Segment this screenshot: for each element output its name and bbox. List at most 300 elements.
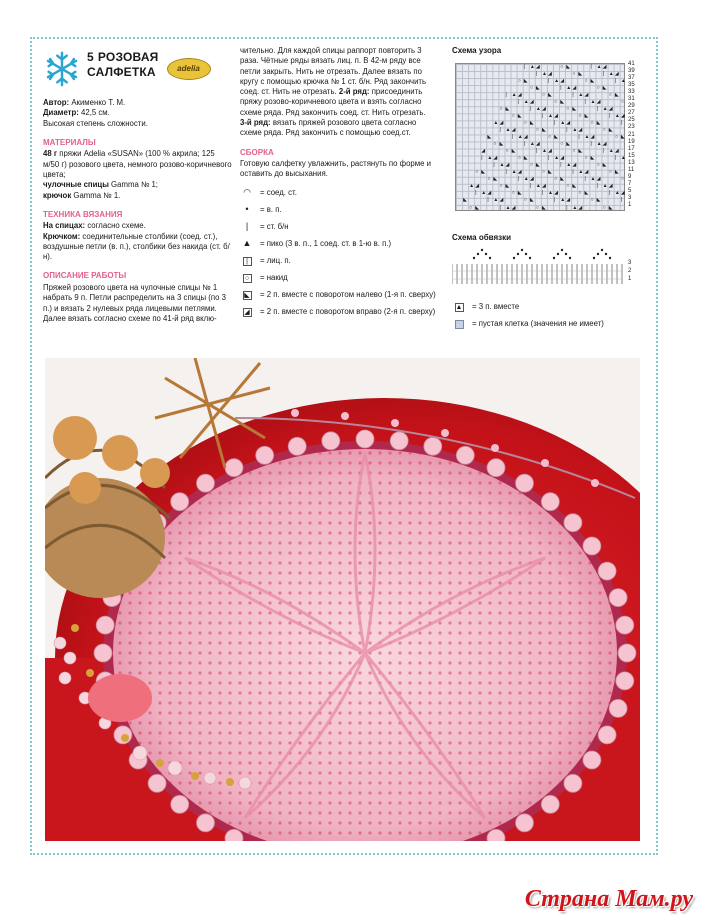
chart-symbol: ◣ <box>511 148 516 155</box>
materials-needles-text: Gamma № 1; <box>111 180 158 190</box>
chart-symbol: ◣ <box>554 134 558 140</box>
legend-left <box>240 188 440 318</box>
chart-symbol: ▲ <box>505 126 511 133</box>
edge-chart-title: Схема обвязки <box>452 233 512 242</box>
chart-symbol: ○ <box>541 91 545 98</box>
doily-picot <box>583 751 601 769</box>
chart-symbol: ▲ <box>590 176 596 183</box>
chart-symbol: | <box>523 141 526 148</box>
chart-symbol: | <box>584 176 586 183</box>
chart-symbol: ○ <box>517 77 521 84</box>
chart-symbol: ◣ <box>529 119 534 126</box>
pattern-row-number: 37 <box>628 75 635 82</box>
chart-symbol: ○ <box>572 148 576 155</box>
chart-symbol: ▲ <box>566 162 572 169</box>
row3-label: 3-й ряд: <box>240 117 271 127</box>
chart-symbol: ▲ <box>523 98 529 105</box>
chart-symbol: | <box>554 197 556 204</box>
chart-symbol: ○ <box>602 126 606 133</box>
doily-picot <box>564 514 582 532</box>
pattern-grid <box>455 63 625 211</box>
pattern-row-number: 41 <box>628 61 635 67</box>
doily-picot <box>564 774 582 792</box>
chart-symbol: ▲ <box>614 190 620 197</box>
row3-paragraph <box>240 118 440 139</box>
chart-symbol: ◣ <box>608 126 613 133</box>
chart-symbol: ◣ <box>517 112 522 119</box>
chart-symbol: | <box>590 141 592 148</box>
pattern-row-number: 9 <box>628 173 632 180</box>
assembly-text: Готовую салфетку увлажнить, растянуть по форме и оставить до высыхания. <box>240 159 431 179</box>
chart-symbol: ▲ <box>572 204 578 211</box>
legend-text: = соед. ст. <box>260 187 297 197</box>
legend-item <box>240 307 440 318</box>
chart-symbol: ◢ <box>523 134 528 140</box>
chart-symbol: ◢ <box>548 148 552 155</box>
chart-symbol: ◢ <box>608 183 613 190</box>
pattern-row-number: 3 <box>628 194 632 201</box>
chart-symbol: ○ <box>475 169 479 176</box>
chart-symbol: | <box>535 70 538 77</box>
technique-heading: ТЕХНИКА ВЯЗАНИЯ <box>43 209 123 219</box>
watermark-suffix: .ру <box>664 886 693 912</box>
chart-symbol: ○ <box>511 190 515 197</box>
doily-picot <box>541 493 559 511</box>
chart-symbol: ○ <box>584 155 588 162</box>
legend-item <box>240 290 440 301</box>
doily-picot <box>197 814 215 832</box>
doily-picot <box>609 589 627 607</box>
pattern-row-number: 31 <box>628 96 635 103</box>
chart-symbol: ◢ <box>578 126 583 133</box>
doily-picot <box>598 726 616 744</box>
chart-symbol: ◣ <box>535 84 540 91</box>
picot-group <box>553 249 571 259</box>
edge-row-number: 1 <box>628 276 632 282</box>
chart-symbol: ○ <box>529 162 533 169</box>
chart-symbol: ◣ <box>505 105 510 112</box>
chart-symbol: ◢ <box>493 155 498 162</box>
column-middle <box>240 46 440 324</box>
chart-symbol: ▲ <box>493 119 499 126</box>
chart-symbol: ○ <box>560 63 564 70</box>
chart-symbol: ◢ <box>602 141 607 148</box>
chart-symbol: ◣ <box>541 204 546 211</box>
doily-picot <box>487 459 505 477</box>
legend-item <box>240 273 440 284</box>
chart-symbol: | <box>548 155 550 162</box>
chart-symbol: ◢ <box>602 63 607 70</box>
chart-symbol: ◣ <box>596 197 601 204</box>
chart-symbol: ◣ <box>529 197 534 204</box>
chart-symbol: ○ <box>566 183 570 190</box>
chart-symbol: ◢ <box>584 91 589 98</box>
legend-item <box>452 319 648 330</box>
chart-symbol: ◢ <box>614 70 619 77</box>
chart-symbol: ▲ <box>535 105 541 112</box>
column-left <box>43 50 233 324</box>
diameter-line <box>43 108 233 118</box>
chart-symbol: ◣ <box>572 183 577 190</box>
chart-symbol: ◢ <box>529 176 534 183</box>
chart-symbol: ▲ <box>620 155 626 162</box>
chart-symbol: ▲ <box>481 190 487 197</box>
chart-symbol: ◣ <box>517 190 522 197</box>
chart-symbol: ▲ <box>602 183 608 190</box>
chart-symbol: ○ <box>620 98 624 105</box>
chart-symbol: ◣ <box>566 63 571 70</box>
chart-symbol: | <box>517 176 519 183</box>
chart-symbol: ◢ <box>620 112 625 119</box>
chart-symbol: | <box>481 155 483 162</box>
chart-symbol: | <box>487 197 489 204</box>
author-value: Акименко Т. М. <box>71 98 126 107</box>
meta-block <box>43 98 233 129</box>
chart-symbol: ◢ <box>572 84 577 91</box>
chart-symbol: ○ <box>505 148 509 155</box>
materials-yarn-amount: 48 г <box>43 149 58 159</box>
chart-symbol: ▲ <box>596 141 602 148</box>
doily-picot <box>197 474 215 492</box>
chart-symbol: ○ <box>560 141 564 148</box>
materials-hook <box>43 191 233 201</box>
picot-group <box>473 249 491 259</box>
materials-hook-text: Gamma № 1. <box>73 190 121 200</box>
picot-symbol-icon: ▲ <box>242 238 252 249</box>
chart-symbol: ◣ <box>548 91 552 98</box>
right-decrease-symbol-icon: ◢ <box>244 308 250 316</box>
doily-picot <box>171 493 189 511</box>
chart-symbol: ◣ <box>499 141 504 148</box>
doily-picot <box>616 672 634 690</box>
chart-symbol: | <box>541 190 544 197</box>
legend-item <box>240 188 440 199</box>
legend-text: = ст. б/н <box>260 221 289 231</box>
chart-symbol: ○ <box>596 162 600 169</box>
chart-symbol: ◣ <box>481 169 486 176</box>
chart-symbol: ◢ <box>584 169 589 176</box>
chart-symbol: ◢ <box>554 190 558 197</box>
technique-hook-label: Крючком: <box>43 231 81 241</box>
chart-symbol: ◢ <box>499 197 504 204</box>
edge-chart-drawing <box>452 246 648 286</box>
chart-symbol: | <box>529 183 532 190</box>
legend-right <box>452 302 648 330</box>
pattern-row-number: 33 <box>628 89 635 96</box>
difficulty-line: Высокая степень сложности. <box>43 118 148 128</box>
three-together-symbol-icon: ▲ <box>455 304 463 311</box>
chart-symbol: ○ <box>584 77 588 84</box>
chart-symbol: ○ <box>493 141 497 148</box>
chart-symbol: ▲ <box>608 148 614 155</box>
legend-text: = 2 п. вместе с поворотом налево (1-я п. сверху) <box>260 289 436 299</box>
chart-symbol: ○ <box>535 126 539 133</box>
technique-needles <box>43 221 233 231</box>
chart-symbol: ◣ <box>578 148 583 155</box>
chart-symbol: ▲ <box>578 91 584 98</box>
doily-picot <box>618 644 636 662</box>
chart-symbol: | <box>620 119 623 126</box>
author-line <box>43 98 233 108</box>
chart-symbol: ▲ <box>590 98 596 105</box>
chart-symbol: ◣ <box>523 155 528 162</box>
pattern-chart <box>452 59 648 213</box>
chart-symbol: ◣ <box>614 169 619 176</box>
chart-symbol: ▲ <box>523 176 529 183</box>
chart-symbol: ◢ <box>535 63 540 70</box>
chart-symbol: ○ <box>529 84 533 91</box>
legend-text: = накид <box>260 272 288 282</box>
chart-symbol: ▲ <box>541 148 547 155</box>
chart-symbol: ○ <box>517 155 521 162</box>
doily-picot <box>516 474 534 492</box>
chart-symbol: ○ <box>608 91 612 98</box>
chart-symbol: | <box>572 169 574 176</box>
chart-symbol: ◣ <box>560 176 565 183</box>
chart-symbol: | <box>499 126 501 133</box>
chart-symbol: ◣ <box>596 119 601 126</box>
chart-symbol: ◣ <box>541 126 546 133</box>
picot-group <box>513 249 531 259</box>
legend-item <box>240 222 440 233</box>
title-row <box>43 50 233 98</box>
pattern-row-number: 29 <box>628 103 635 110</box>
chart-symbol: ◣ <box>493 176 498 183</box>
chart-symbol: | <box>584 98 586 105</box>
chart-symbol: ◣ <box>584 190 589 197</box>
chart-symbol: ▲ <box>505 204 511 211</box>
legend-text: = пустая клетка (значения не имеет) <box>472 319 604 328</box>
edge-row-number: 2 <box>628 268 632 274</box>
empty-cell-symbol-icon <box>455 320 464 329</box>
chart-symbol: ◣ <box>566 141 571 148</box>
chart-symbol: ◢ <box>590 134 595 140</box>
chart-symbol: ▲ <box>554 77 560 84</box>
chart-symbol: ◢ <box>578 204 583 211</box>
chart-symbol: ◢ <box>548 70 552 77</box>
materials-yarn <box>43 149 233 180</box>
chart-symbol: ◣ <box>602 84 607 91</box>
pattern-row-number: 5 <box>628 187 632 194</box>
pattern-row-number: 27 <box>628 110 635 117</box>
doily-picot <box>609 699 627 717</box>
chart-symbol: ◢ <box>517 169 522 176</box>
chart-symbol: ▲ <box>572 126 578 133</box>
chart-symbol: | <box>620 197 623 204</box>
chart-symbol: ▲ <box>614 112 620 119</box>
materials-yarn-text: пряжи Adelia «SUSAN» (100 % акрила; 125 м/50 г) розового цвета, немного розово-коричневого цвета; <box>43 149 232 179</box>
chart-symbol: ○ <box>620 176 624 183</box>
chart-symbol: | <box>475 190 477 197</box>
chart-symbol: ○ <box>608 169 612 176</box>
chart-symbol: | <box>566 126 568 133</box>
doily-picot <box>424 437 442 455</box>
legend-item <box>240 256 440 267</box>
pattern-row-number: 39 <box>628 68 635 75</box>
left-decrease-symbol-icon: ◣ <box>244 291 250 299</box>
slip-stitch-symbol-icon: ◠ <box>243 187 251 198</box>
chart-symbol: ▲ <box>596 63 602 70</box>
chart-symbol: ○ <box>554 176 558 183</box>
chart-symbol: ◣ <box>620 134 625 140</box>
chart-symbol: ◣ <box>602 162 607 169</box>
chart-symbol: ◢ <box>475 183 480 190</box>
chart-symbol: ◣ <box>487 134 492 140</box>
chart-symbol: | <box>505 91 507 98</box>
watermark-text: Страна Мам <box>524 886 665 912</box>
chart-symbol: ○ <box>578 112 582 119</box>
chart-symbol: ◣ <box>548 169 552 176</box>
author-label: Автор: <box>43 98 70 107</box>
chart-symbol: ◣ <box>614 91 619 98</box>
edge-row-number: 3 <box>628 260 632 266</box>
pattern-row-number: 25 <box>628 117 635 124</box>
chart-symbol: | <box>499 204 501 211</box>
chart-symbol: ▲ <box>584 134 590 140</box>
chart-symbol: ◢ <box>596 98 601 105</box>
chart-symbol: ◣ <box>584 112 589 119</box>
doily-picot <box>583 537 601 555</box>
technique-needles-text: согласно схеме. <box>87 221 146 231</box>
chart-symbol: ▲ <box>529 63 535 70</box>
chart-symbol: | <box>529 105 532 112</box>
doily-picot <box>356 430 374 448</box>
chart-symbol: | <box>614 155 617 162</box>
chart-symbol: ◢ <box>566 119 571 126</box>
chart-symbol: ◢ <box>566 197 571 204</box>
chart-symbol: ▲ <box>560 119 566 126</box>
chart-symbol: ◢ <box>529 98 534 105</box>
doily-photo-image <box>45 358 640 841</box>
materials-needles-label: чулочные спицы <box>43 180 109 190</box>
chart-symbol: | <box>590 63 592 70</box>
technique-hook <box>43 232 233 263</box>
chart-symbol: ○ <box>566 105 570 112</box>
row3-text: вязать пряжей розового цвета согласно схеме ряда. Ряд закончить с помощью соед.ст. <box>240 117 417 138</box>
chart-symbol: ▲ <box>548 112 553 119</box>
chain-stitch-symbol-icon: • <box>245 204 249 215</box>
chart-symbol: ◢ <box>596 176 601 183</box>
chart-symbol: | <box>517 98 519 105</box>
chart-symbol: ○ <box>596 84 600 91</box>
pattern-row-number: 19 <box>628 138 635 145</box>
chart-symbol: ◢ <box>481 148 486 155</box>
work-text-part2 <box>240 46 440 118</box>
chart-symbol: ▲ <box>517 134 523 140</box>
yarn-over-symbol-icon: ○ <box>243 274 252 283</box>
pattern-row-number: 23 <box>628 124 635 131</box>
chart-symbol: ○ <box>590 119 594 126</box>
single-crochet-symbol-icon: | <box>245 221 249 232</box>
chart-symbol: | <box>572 91 574 98</box>
row2-label: 2-й ряд: <box>338 87 370 97</box>
materials-hook-label: крючок <box>43 190 72 200</box>
pattern-row-number: 35 <box>628 82 635 89</box>
chart-symbol: | <box>602 148 604 155</box>
chart-symbol: | <box>560 162 562 169</box>
edge-chart <box>452 246 632 286</box>
chart-symbol: | <box>608 190 611 197</box>
chart-symbol: ▲ <box>499 162 505 169</box>
chart-symbol: ◢ <box>560 77 565 84</box>
chart-symbol: | <box>505 169 507 176</box>
chart-symbol: ○ <box>523 119 527 126</box>
chart-symbol: ◣ <box>523 77 528 84</box>
doily-picot <box>456 446 474 464</box>
pattern-chart-title: Схема узора <box>452 46 502 55</box>
chart-symbol: | <box>535 148 538 155</box>
chart-symbol: ▲ <box>608 70 614 77</box>
chart-symbol: ○ <box>535 204 539 211</box>
chart-symbol: ○ <box>572 70 576 77</box>
chart-symbol: ◣ <box>590 77 595 84</box>
doily-picot <box>171 795 189 813</box>
chart-symbol: ▲ <box>566 84 572 91</box>
chart-symbol: ◢ <box>499 119 504 126</box>
diameter-value: 42,5 см. <box>81 108 110 118</box>
chart-symbol: ○ <box>548 134 552 140</box>
chart-symbol: ▲ <box>493 197 499 204</box>
chart-symbol: ▲ <box>511 91 517 98</box>
doily-picot <box>148 774 166 792</box>
chart-symbol: ◢ <box>608 105 613 112</box>
chart-symbol: ▲ <box>535 183 541 190</box>
materials-heading: МАТЕРИАЛЫ <box>43 137 96 147</box>
knit-stitch-symbol-icon: | <box>243 257 252 266</box>
chart-symbol: | <box>608 112 611 119</box>
chart-symbol: ◣ <box>578 70 583 77</box>
doily-picot <box>598 562 616 580</box>
pattern-row-number: 11 <box>628 166 635 173</box>
chart-symbol: | <box>554 119 556 126</box>
doily-picot <box>288 437 306 455</box>
chart-symbol: | <box>596 183 598 190</box>
legend-text: = 2 п. вместе с поворотом вправо (2-я п. сверху) <box>260 306 436 316</box>
chart-symbol: ○ <box>487 176 491 183</box>
chart-symbol: ▲ <box>487 155 493 162</box>
chart-symbol: ◢ <box>541 183 546 190</box>
legend-text: = в. п. <box>260 204 282 214</box>
title-line2: САЛФЕТКА <box>87 64 156 79</box>
chart-symbol: ◢ <box>511 204 516 211</box>
chart-symbol: ◢ <box>511 126 516 133</box>
chart-symbol: | <box>578 134 580 140</box>
doily-picot <box>541 795 559 813</box>
chart-symbol: ◣ <box>572 105 577 112</box>
chart-symbol: ◢ <box>620 190 625 197</box>
chart-symbol: ◢ <box>560 155 565 162</box>
chart-symbol: ◣ <box>505 183 510 190</box>
brand-logo: adelia <box>167 58 211 80</box>
doily-picot <box>96 616 114 634</box>
chart-symbol: ◢ <box>505 162 510 169</box>
doily-picot <box>616 616 634 634</box>
chart-symbol: | <box>541 112 544 119</box>
technique-hook-text: соединительные столбики (соед. ст.), воздушные петли (в. п.), столбики без накида (ст. б/н). <box>43 231 230 262</box>
chart-symbol: ○ <box>511 112 515 119</box>
chart-symbol: ▲ <box>511 169 517 176</box>
doily-picot <box>390 432 408 450</box>
assembly-heading: СБОРКА <box>240 147 274 157</box>
legend-text: = 3 п. вместе <box>472 302 520 311</box>
chart-symbol: ○ <box>523 197 527 204</box>
technique-needles-label: На спицах: <box>43 221 86 231</box>
chart-symbol: | <box>566 204 568 211</box>
work-text-part1: Пряжей розового цвета на чулочные спицы № 1 набрать 9 п. Петли распределить на 3 спицы (по 3 п.) и вязать 2 нулевых ряда лицевыми петлями. Далее вязать согласно схеме по 41-й ряд вклю- <box>43 283 226 323</box>
legend-item <box>240 239 440 250</box>
chart-symbol: | <box>493 162 495 169</box>
doily-picot <box>256 446 274 464</box>
